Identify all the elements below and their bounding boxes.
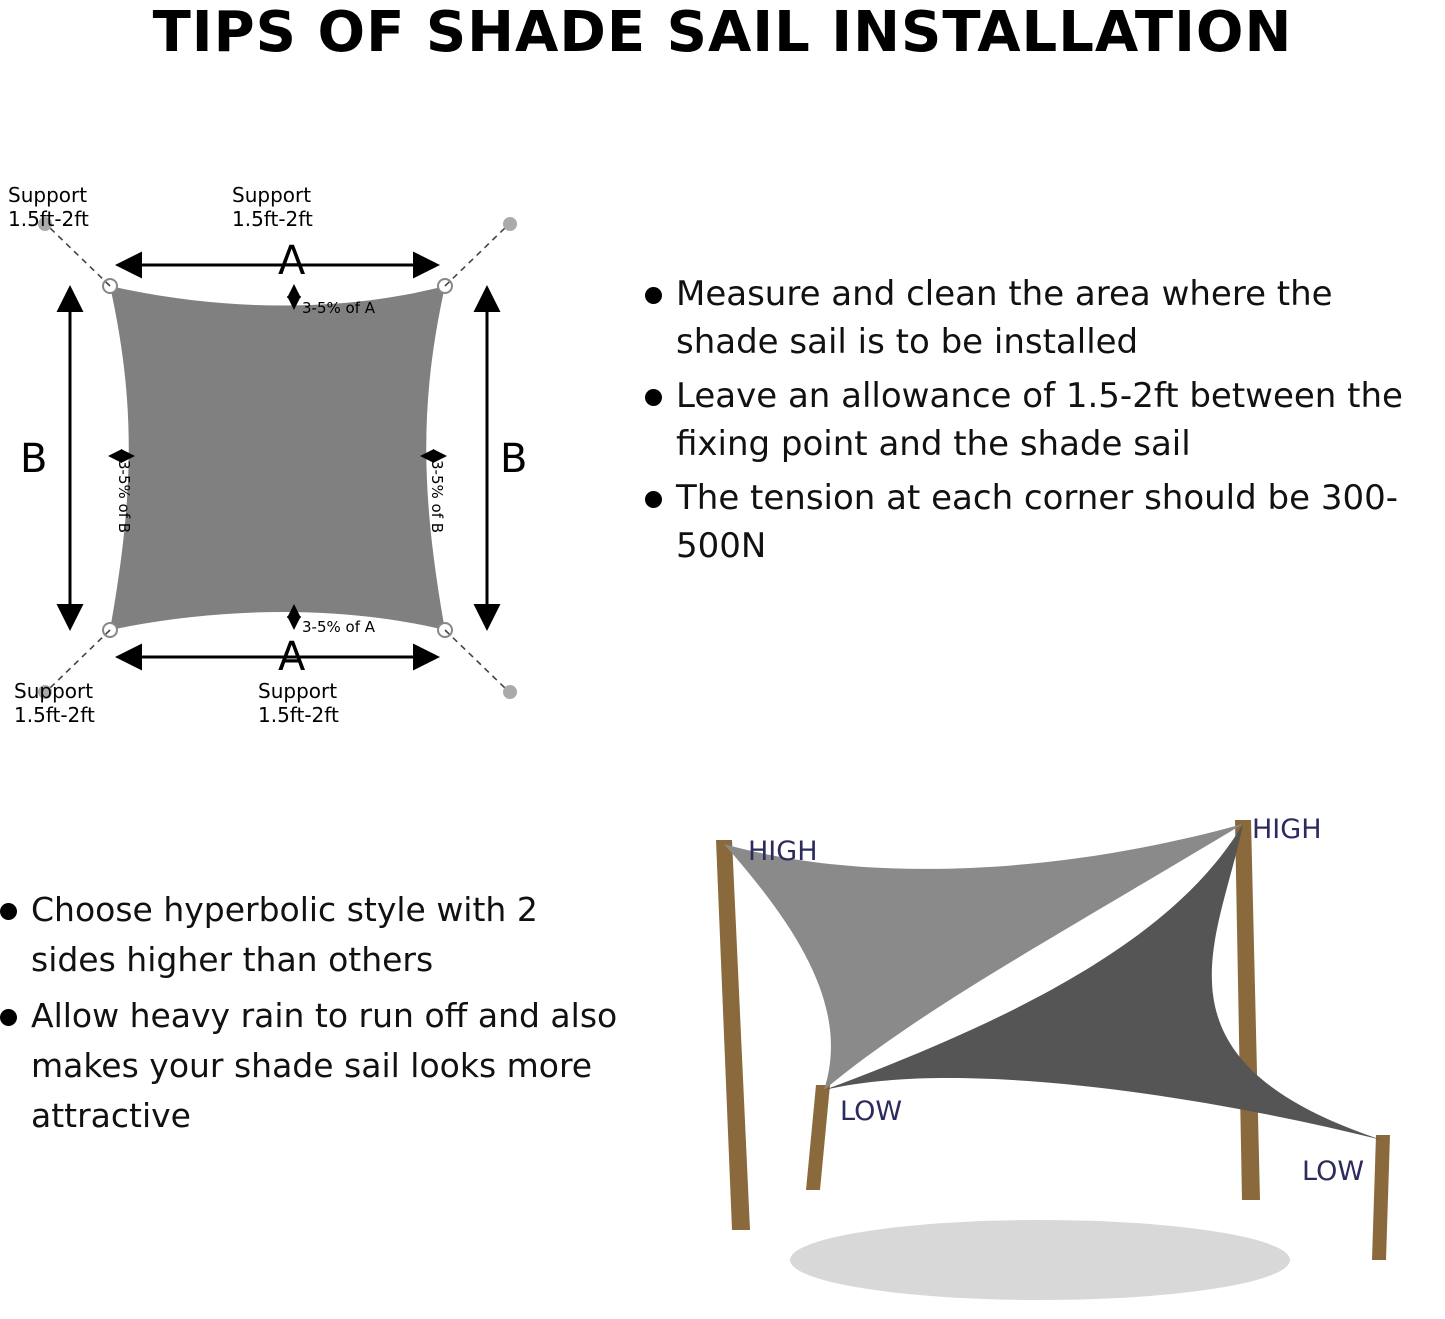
hyperbolic-sail-diagram <box>620 760 1445 1319</box>
support-label-top-left-line1: Support <box>8 183 88 207</box>
label-low-left: LOW <box>840 1096 903 1127</box>
label-b-left: B <box>20 436 48 482</box>
bullet-dot-icon <box>645 287 662 304</box>
label-curve-top: 3-5% of A <box>302 299 376 317</box>
label-curve-left: 3-5% of B <box>115 460 133 534</box>
support-label-bottom-right-line1: Support <box>258 679 338 703</box>
list-item <box>645 270 1445 366</box>
pole-low-right <box>1372 1135 1390 1260</box>
support-label-bottom-right-line2: 1.5ft-2ft <box>258 703 339 727</box>
support-line-bottom-right <box>445 630 505 688</box>
support-label-top-right-line1: Support <box>232 183 312 207</box>
list-item-label: The tension at each corner should be 300-500N <box>676 478 1398 566</box>
list-item-label: Measure and clean the area where the shade sail is to be installed <box>676 274 1333 362</box>
label-curve-right: 3-5% of B <box>428 460 446 534</box>
label-high-left: HIGH <box>748 836 818 867</box>
pole-low-left <box>806 1085 830 1190</box>
bullet-dot-icon <box>645 491 662 508</box>
list-item <box>645 372 1445 468</box>
bullet-dot-icon <box>0 1009 17 1026</box>
page-title: TIPS OF SHADE SAIL INSTALLATION <box>152 0 1293 65</box>
label-a-bottom: A <box>278 634 306 680</box>
support-line-top-left <box>50 228 110 286</box>
support-label-top-right-line2: 1.5ft-2ft <box>232 207 313 231</box>
installation-tips-list-top <box>645 270 1445 576</box>
label-high-right: HIGH <box>1252 814 1322 845</box>
support-label-top-left-line2: 1.5ft-2ft <box>8 207 89 231</box>
list-item-label: Allow heavy rain to run off and also makes your shade sail looks more attractive <box>31 996 618 1135</box>
support-dot-top-right <box>503 217 517 231</box>
bullet-dot-icon <box>645 389 662 406</box>
pole-high-left <box>716 840 750 1230</box>
label-curve-bottom: 3-5% of A <box>302 618 376 636</box>
list-item-label: Leave an allowance of 1.5-2ft between the fixing point and the shade sail <box>676 376 1403 464</box>
support-label-bottom-left-line2: 1.5ft-2ft <box>14 703 95 727</box>
support-dot-bottom-right <box>503 685 517 699</box>
pole-high-right <box>1235 820 1260 1200</box>
support-line-top-right <box>445 228 505 286</box>
rectangular-sail-diagram <box>0 160 660 740</box>
list-item <box>0 991 620 1141</box>
support-label-bottom-left-line1: Support <box>14 679 94 703</box>
label-low-right: LOW <box>1302 1156 1365 1187</box>
installation-tips-list-bottom <box>0 885 620 1147</box>
list-item <box>0 885 620 985</box>
list-item-label: Choose hyperbolic style with 2 sides higher than others <box>31 890 538 979</box>
ground-shadow <box>790 1220 1290 1300</box>
label-a-top: A <box>278 238 306 284</box>
label-b-right: B <box>500 436 528 482</box>
sail-shape <box>110 286 445 630</box>
bullet-dot-icon <box>0 903 17 920</box>
list-item <box>645 474 1445 570</box>
